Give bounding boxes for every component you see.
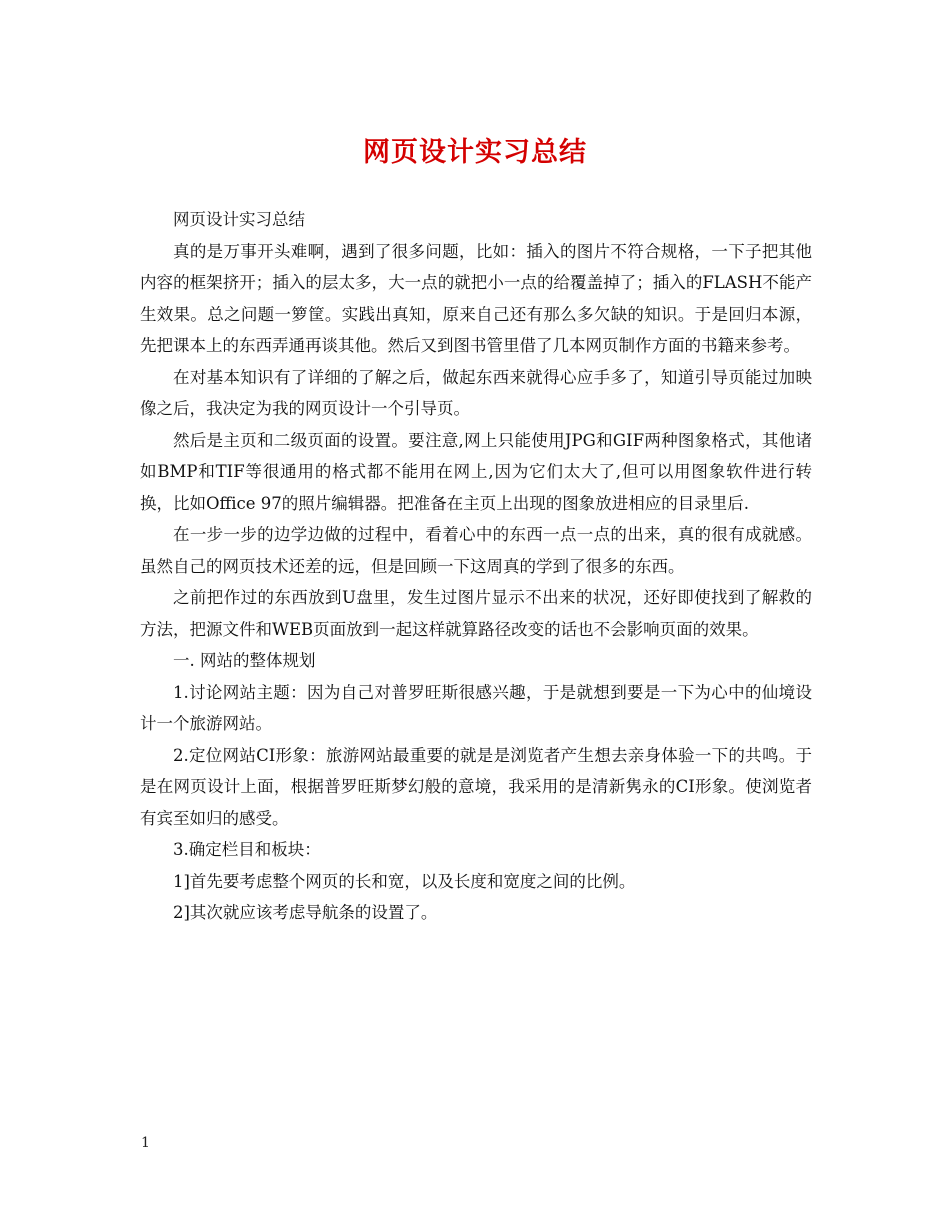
paragraph-image-formats: 然后是主页和二级页面的设置。要注意,网上只能使用JPG和GIF两种图象格式，其他诸如BMP和TIF等很通用的格式都不能用在网上,因为它们太大了,但可以用图象软件进行转换，比如Office 97的照片编辑器。把准备在主页上出现的图象放进相应的目录里后. bbox=[140, 430, 812, 513]
list-item-columns: 3.确定栏目和板块： bbox=[173, 840, 321, 859]
list-item-ci-image: 2.定位网站CI形象：旅游网站最重要的就是是浏览者产生想去亲身体验一下的共鸣。于是在网页设计上面，根据普罗旺斯梦幻般的意境，我采用的是清新隽永的CI形象。使浏览者有宾至如归的感受。 bbox=[140, 745, 812, 828]
list-item-theme: 1.讨论网站主题：因为自己对普罗旺斯很感兴趣，于是就想到要是一下为心中的仙境设计一个旅游网站。 bbox=[140, 682, 812, 733]
paragraph-difficulties: 真的是万事开头难啊，遇到了很多问题，比如：插入的图片不符合规格，一下子把其他内容的框架挤开；插入的层太多，大一点的就把小一点的给覆盖掉了；插入的FLASH不能产生效果。总之问题一箩筐。实践出真知，原来自己还有那么多欠缺的知识。于是回归本源，先把课本上的东西弄通再谈其他。然后又到图书管里借了几本网页制作方面的书籍来参考。 bbox=[140, 241, 812, 355]
page-number: 1 bbox=[141, 1135, 150, 1151]
document-title: 网页设计实习总结 bbox=[363, 137, 587, 168]
paragraph-heading: 网页设计实习总结 bbox=[173, 210, 305, 229]
document-body bbox=[140, 204, 812, 929]
section-heading-planning: 一. 网站的整体规划 bbox=[173, 651, 316, 670]
list-item-dimensions: 1]首先要考虑整个网页的长和宽，以及长度和宽度之间的比例。 bbox=[173, 871, 636, 891]
paragraph-usb-issue: 之前把作过的东西放到U盘里，发生过图片显示不出来的状况，还好即使找到了解救的方法，把源文件和WEB页面放到一起这样就算路径改变的话也不会影响页面的效果。 bbox=[140, 588, 812, 639]
paragraph-achievement: 在一步一步的边学边做的过程中，看着心中的东西一点一点的出来，真的很有成就感。虽然自己的网页技术还差的远，但是回顾一下这周真的学到了很多的东西。 bbox=[140, 525, 812, 576]
list-item-navigation: 2]其次就应该考虑导航条的设置了。 bbox=[173, 903, 438, 922]
paragraph-basics: 在对基本知识有了详细的了解之后，做起东西来就得心应手多了，知道引导页能过加映像之后，我决定为我的网页设计一个引导页。 bbox=[140, 367, 812, 418]
